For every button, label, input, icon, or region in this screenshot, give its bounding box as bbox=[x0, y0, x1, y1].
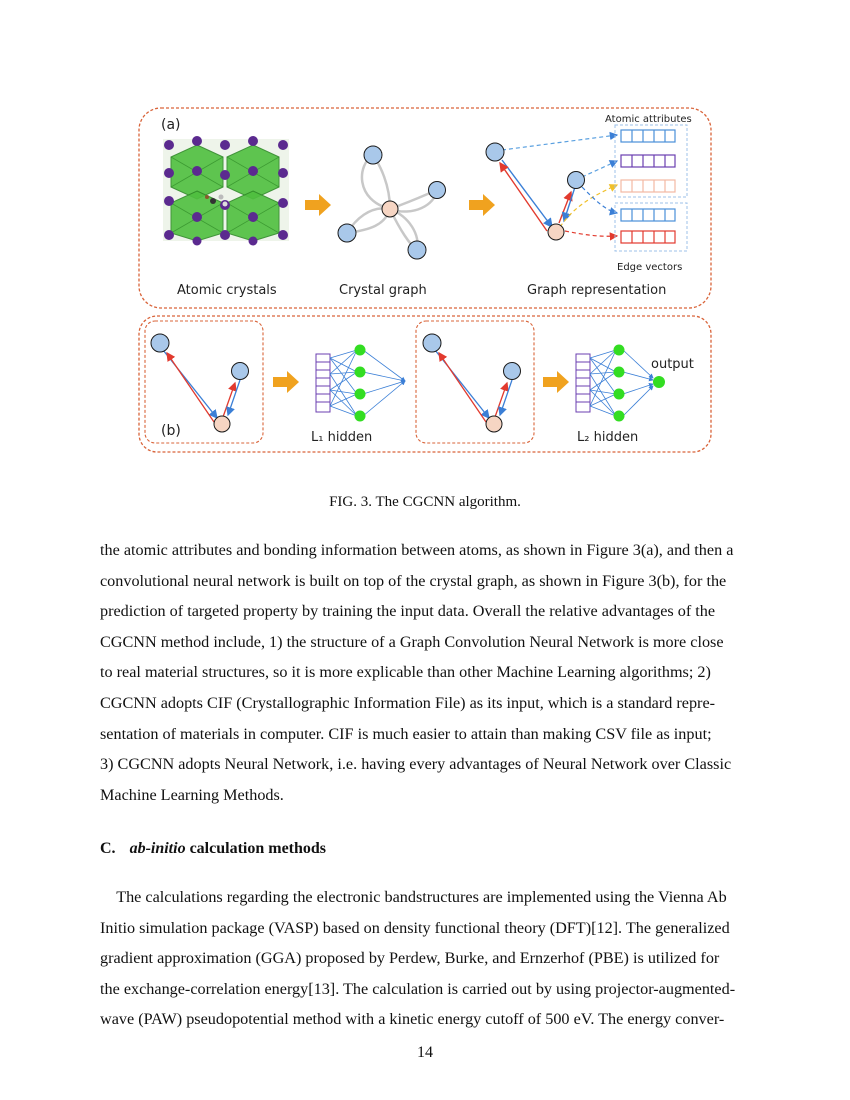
atomic-crystals-label: Atomic crystals bbox=[177, 283, 277, 298]
text-line: wave (PAW) pseudopotential method with a kinetic energy cutoff of 500 eV. The energy conver- bbox=[100, 1010, 725, 1029]
edge-vectors-label: Edge vectors bbox=[617, 262, 683, 273]
section-number: C. bbox=[100, 840, 116, 857]
body-paragraph-2 bbox=[100, 882, 745, 1035]
atomic-attributes-label: Atomic attributes bbox=[605, 114, 692, 125]
l2-hidden-label: L₂ hidden bbox=[577, 430, 639, 445]
graph-representation-label: Graph representation bbox=[527, 283, 667, 298]
text-line: Initio simulation package (VASP) based on density functional theory (DFT)[12]. The generalized bbox=[100, 918, 730, 937]
small-graph bbox=[423, 334, 521, 432]
body-paragraph-1 bbox=[100, 535, 745, 810]
panel-b-label: (b) bbox=[161, 423, 181, 439]
section-title-italic: ab-initio bbox=[129, 840, 186, 857]
text-line: Machine Learning Methods. bbox=[100, 785, 284, 804]
crystal-graph-label: Crystal graph bbox=[339, 283, 427, 298]
text-line: the atomic attributes and bonding information between atoms, as shown in Figure 3(a), and then a bbox=[100, 541, 734, 559]
section-title-rest: calculation methods bbox=[185, 840, 327, 857]
text-line: The calculations regarding the electronic bandstructures are implemented using the Vienna Ab bbox=[100, 888, 727, 906]
figure-caption: FIG. 3. The CGCNN algorithm. bbox=[329, 494, 521, 510]
graph-representation bbox=[486, 135, 617, 240]
arrow-icon bbox=[273, 371, 299, 393]
arrow-icon bbox=[543, 371, 569, 393]
crystal-graph bbox=[338, 146, 446, 259]
small-graph bbox=[151, 334, 249, 432]
panel-a-label: (a) bbox=[161, 117, 181, 133]
text-line: sentation of materials in computer. CIF is much easier to attain than making CSV file as input; bbox=[100, 724, 712, 743]
page-number: 14 bbox=[417, 1044, 433, 1061]
attribute-vector bbox=[621, 130, 675, 243]
text-line: convolutional neural network is built on top of the crystal graph, as shown in Figure 3(b), for the bbox=[100, 571, 727, 590]
cgcnn-figure bbox=[135, 105, 715, 455]
text-line: prediction of targeted property by training the input data. Overall the relative advantages of the bbox=[100, 602, 716, 621]
text-line: CGCNN adopts CIF (Crystallographic Information File) as its input, which is a standard repre- bbox=[100, 693, 716, 712]
text-line: the exchange-correlation energy[13]. The calculation is carried out by using projector-augmented- bbox=[100, 979, 736, 998]
text-line: CGCNN method include, 1) the structure of a Graph Convolution Neural Network is more close bbox=[100, 632, 724, 651]
neural-network-l1 bbox=[316, 345, 405, 422]
section-heading bbox=[100, 840, 326, 858]
output-label: output bbox=[651, 357, 694, 372]
arrow-icon bbox=[469, 194, 495, 216]
text-line: gradient approximation (GGA) proposed by Perdew, Burke, and Ernzerhof (PBE) is utilized for bbox=[100, 949, 720, 968]
text-line: 3) CGCNN adopts Neural Network, i.e. having every advantages of Neural Network over Classic bbox=[100, 755, 732, 774]
arrow-icon bbox=[305, 194, 331, 216]
l1-hidden-label: L₁ hidden bbox=[311, 430, 373, 445]
text-line: to real material structures, so it is more explicable than other Machine Learning algorithms; 2) bbox=[100, 663, 711, 682]
atomic-crystal-image bbox=[163, 136, 289, 246]
